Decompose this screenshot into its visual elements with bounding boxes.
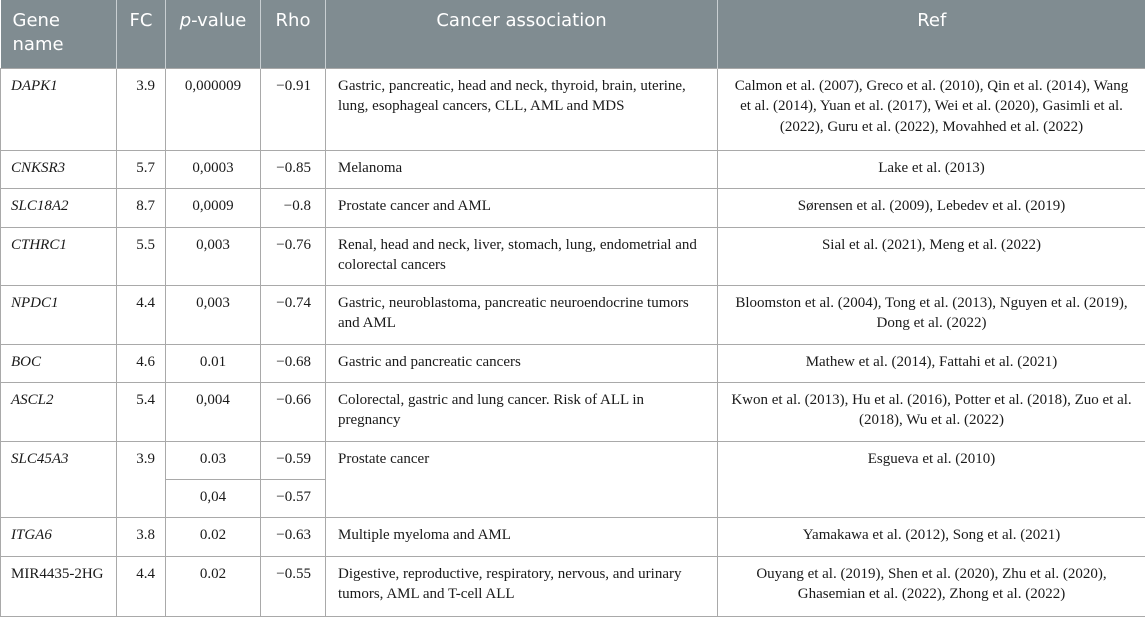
rho-cell: −0.59: [261, 441, 326, 479]
pvalue-cell: 0,0003: [166, 150, 261, 188]
pvalue-cell: 0,04: [166, 479, 261, 517]
cancer-cell: Digestive, reproductive, respiratory, nervous, and urinary tumors, AML and T-cell ALL: [326, 556, 718, 616]
ref-cell: Yamakawa et al. (2012), Song et al. (2021): [718, 517, 1145, 556]
pvalue-cell: 0.03: [166, 441, 261, 479]
pvalue-cell: 0.02: [166, 556, 261, 616]
cancer-cell: Multiple myeloma and AML: [326, 517, 718, 556]
fc-cell: 4.6: [117, 344, 166, 382]
ref-cell: Mathew et al. (2014), Fattahi et al. (2021): [718, 344, 1145, 382]
ref-cell: Esgueva et al. (2010): [718, 441, 1145, 517]
table-row: [1, 188, 1145, 227]
header-pvalue: [166, 0, 261, 68]
header-fc: FC: [117, 0, 166, 68]
table-row: [1, 344, 1145, 382]
fc-cell: 5.4: [117, 382, 166, 441]
cancer-cell: Colorectal, gastric and lung cancer. Risk of ALL in pregnancy: [326, 382, 718, 441]
rho-cell: −0.55: [261, 556, 326, 616]
table-row: [1, 150, 1145, 188]
rho-cell: −0.68: [261, 344, 326, 382]
table-row: [1, 227, 1145, 285]
pvalue-cell: 0,003: [166, 285, 261, 344]
table-row: [1, 382, 1145, 441]
pvalue-cell: 0,004: [166, 382, 261, 441]
fc-cell: 5.7: [117, 150, 166, 188]
gene-cell: SLC18A2: [1, 188, 117, 227]
ref-cell: Ouyang et al. (2019), Shen et al. (2020), Zhu et al. (2020), Ghasemian et al. (2022), Zhong et al. (2022): [718, 556, 1145, 616]
pvalue-cell: 0.02: [166, 517, 261, 556]
cancer-cell: Gastric and pancreatic cancers: [326, 344, 718, 382]
ref-cell: Lake et al. (2013): [718, 150, 1145, 188]
table-row: [1, 517, 1145, 556]
gene-cell: ASCL2: [1, 382, 117, 441]
table-row: [1, 556, 1145, 616]
rho-cell: −0.76: [261, 227, 326, 285]
rho-cell: −0.85: [261, 150, 326, 188]
fc-cell: 3.9: [117, 441, 166, 517]
gene-cell: MIR4435-2HG: [1, 556, 117, 616]
table-header: [1, 0, 1145, 68]
rho-cell: −0.57: [261, 479, 326, 517]
gene-cell: CNKSR3: [1, 150, 117, 188]
ref-cell: Bloomston et al. (2004), Tong et al. (2013), Nguyen et al. (2019), Dong et al. (2022): [718, 285, 1145, 344]
rho-cell: −0.91: [261, 68, 326, 150]
gene-cell: NPDC1: [1, 285, 117, 344]
header-ref: Ref: [718, 0, 1145, 68]
cancer-cell: Prostate cancer: [326, 441, 718, 517]
ref-cell: Calmon et al. (2007), Greco et al. (2010), Qin et al. (2014), Wang et al. (2014), Yuan et al. (2017), Wei et al. (2020), Gasimli et al. (2022), Guru et al. (2022), Movahhed et al. (2022): [718, 68, 1145, 150]
gene-cell: ITGA6: [1, 517, 117, 556]
table-row: [1, 68, 1145, 150]
table-row: [1, 441, 1145, 479]
ref-cell: Sørensen et al. (2009), Lebedev et al. (2019): [718, 188, 1145, 227]
cancer-cell: Melanoma: [326, 150, 718, 188]
gene-cell: SLC45A3: [1, 441, 117, 517]
cancer-cell: Gastric, pancreatic, head and neck, thyroid, brain, uterine, lung, esophageal cancers, CLL, AML and MDS: [326, 68, 718, 150]
header-cancer-association: Cancer association: [326, 0, 718, 68]
rho-cell: −0.63: [261, 517, 326, 556]
fc-cell: 4.4: [117, 285, 166, 344]
ref-cell: Kwon et al. (2013), Hu et al. (2016), Potter et al. (2018), Zuo et al. (2018), Wu et al. (2022): [718, 382, 1145, 441]
ref-cell: Sial et al. (2021), Meng et al. (2022): [718, 227, 1145, 285]
pvalue-cell: 0,003: [166, 227, 261, 285]
pvalue-cell: 0,0009: [166, 188, 261, 227]
fc-cell: 3.8: [117, 517, 166, 556]
cancer-cell: Prostate cancer and AML: [326, 188, 718, 227]
header-pvalue-p: p: [179, 10, 192, 31]
gene-cell: DAPK1: [1, 68, 117, 150]
header-gene-name: Gene name: [1, 0, 117, 68]
table-body: [1, 68, 1145, 616]
fc-cell: 4.4: [117, 556, 166, 616]
rho-cell: −0.74: [261, 285, 326, 344]
fc-cell: 3.9: [117, 68, 166, 150]
table-row: [1, 285, 1145, 344]
cancer-cell: Gastric, neuroblastoma, pancreatic neuroendocrine tumors and AML: [326, 285, 718, 344]
rho-cell: −0.8: [261, 188, 326, 227]
header-pvalue-rest: -value: [191, 10, 247, 31]
pvalue-cell: 0,000009: [166, 68, 261, 150]
rho-cell: −0.66: [261, 382, 326, 441]
cancer-cell: Renal, head and neck, liver, stomach, lung, endometrial and colorectal cancers: [326, 227, 718, 285]
fc-cell: 8.7: [117, 188, 166, 227]
pvalue-cell: 0.01: [166, 344, 261, 382]
fc-cell: 5.5: [117, 227, 166, 285]
header-rho: Rho: [261, 0, 326, 68]
gene-cell: CTHRC1: [1, 227, 117, 285]
gene-cell: BOC: [1, 344, 117, 382]
